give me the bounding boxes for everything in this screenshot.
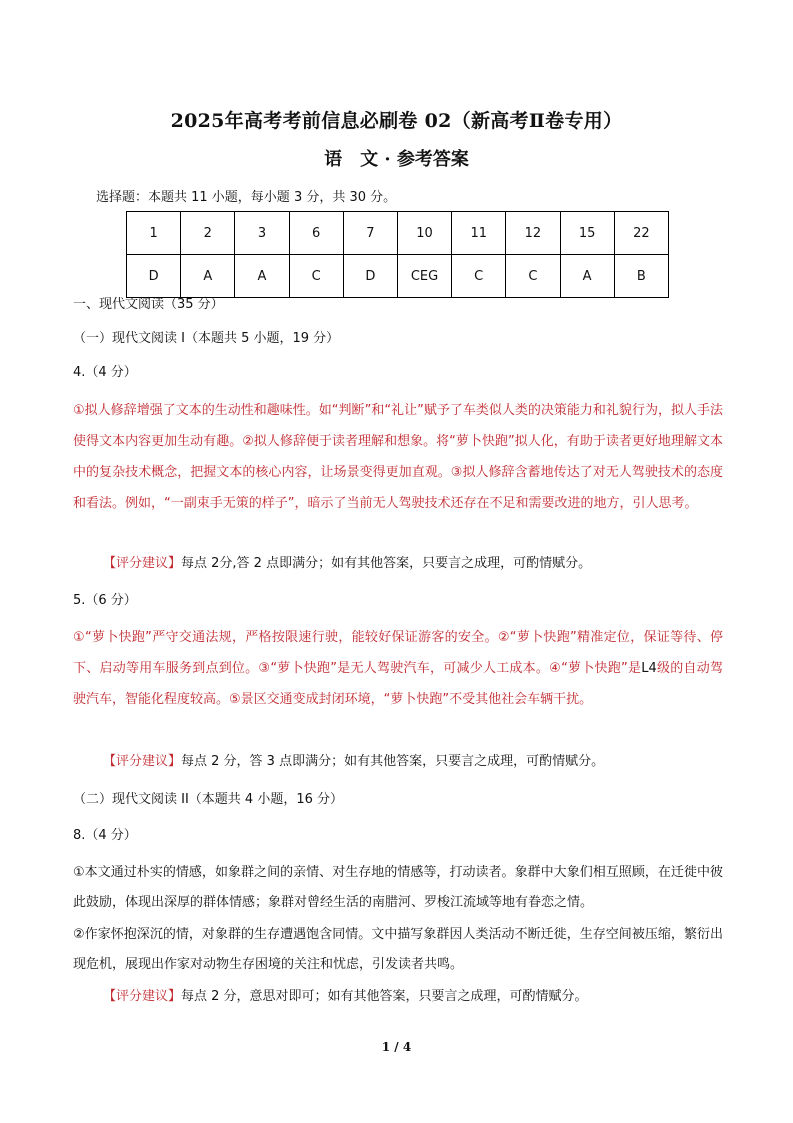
answer-row: [127, 255, 669, 298]
answer-cell: CEG: [397, 255, 451, 298]
answer-cell: A: [181, 255, 235, 298]
answer-cell: A: [560, 255, 614, 298]
question-number-cell: 7: [343, 212, 397, 255]
answer-cell: C: [506, 255, 560, 298]
page-subtitle: 语 文 · 参考答案: [324, 149, 469, 170]
question-number-cell: 6: [289, 212, 343, 255]
question-number-cell: 10: [397, 212, 451, 255]
scoring-tag: 【评分建议】: [103, 556, 182, 571]
multiple-choice-intro: 选择题：本题共 11 小题，每小题 3 分，共 30 分。: [96, 190, 397, 205]
scoring-text: 每点 2分,答 2 点即满分；如有其他答案，只要言之成理，可酌情赋分。: [181, 556, 592, 571]
answer-cell: B: [614, 255, 668, 298]
question-number-cell: 12: [506, 212, 560, 255]
question-4-heading: 4.（4 分）: [73, 365, 137, 380]
answer-cell: C: [452, 255, 506, 298]
page-number: 1 / 4: [381, 1040, 412, 1054]
question-8-answer-1: ①本文通过朴实的情感，如象群之间的亲情、对生存地的情感等，打动读者。象群中大象们相互照顾，在迁徙中彼此鼓励，体现出深厚的群体情感；象群对曾经生活的南腊河、罗梭江流域等地有眷恋之情。: [73, 865, 723, 910]
scoring-tag: 【评分建议】: [103, 989, 182, 1004]
question-4-scoring-note: [73, 555, 753, 573]
question-number-cell: 3: [235, 212, 289, 255]
answer-text-level: L4: [641, 661, 657, 676]
question-number-cell: 15: [560, 212, 614, 255]
scoring-text: 每点 2 分，意思对即可；如有其他答案，只要言之成理，可酌情赋分。: [181, 989, 588, 1004]
question-5-heading: 5.（6 分）: [73, 593, 137, 608]
answer-text: 级的自动驾驶汽车，智能化程度较高。⑤景区交通变成封闭环境，“萝卜快跑”不受其他社会车辆干扰。: [73, 661, 723, 707]
question-number-cell: 1: [127, 212, 181, 255]
answer-cell: D: [343, 255, 397, 298]
question-8-answer-2: ②作家怀抱深沉的情，对象群的生存遭遇饱含同情。文中描写象群因人类活动不断迁徙，生存空间被压缩，繁衍出现危机，展现出作家对动物生存困境的关注和忧虑，引发读者共鸣。: [73, 927, 723, 972]
page-title: 2025年高考考前信息必刷卷 02（新高考Ⅱ卷专用）: [170, 110, 623, 132]
question-5-scoring-note: [73, 753, 753, 771]
answer-cell: C: [289, 255, 343, 298]
question-8-scoring-note: [73, 988, 753, 1006]
question-number-cell: 22: [614, 212, 668, 255]
question-4-answer: ①拟人修辞增强了文本的生动性和趣味性。如“判断”和“礼让”赋予了车类似人类的决策能力和礼貌行为，拟人手法使得文本内容更加生动有趣。②拟人修辞便于读者理解和想象。将“萝卜快跑”拟人化，有助于读者更好地理解文本中的复杂技术概念，把握文本的核心内容，让场景变得更加直观。③拟人修辞含蓄地传达了对无人驾驶技术的态度和看法。例如，“一副束手无策的样子”，暗示了当前无人驾驶技术还存在不足和需要改进的地方，引人思考。: [73, 403, 723, 511]
part-heading: （一）现代文阅读 I（本题共 5 小题，19 分）: [73, 331, 340, 346]
section-heading: 一、现代文阅读（35 分）: [73, 297, 224, 312]
question-8-heading: 8.（4 分）: [73, 828, 137, 843]
question-number-cell: 11: [452, 212, 506, 255]
answer-table: [126, 211, 669, 298]
answer-cell: D: [127, 255, 181, 298]
question-5-answer: [73, 622, 723, 715]
scoring-tag: 【评分建议】: [103, 754, 182, 769]
part-heading: （二）现代文阅读 II（本题共 4 小题，16 分）: [73, 792, 344, 807]
scoring-text: 每点 2 分，答 3 点即满分；如有其他答案，只要言之成理，可酌情赋分。: [181, 754, 605, 769]
question-number-row: [127, 212, 669, 255]
answer-text: ①“萝卜快跑”严守交通法规，严格按限速行驶，能较好保证游客的安全。②“萝卜快跑”精准定位，保证等待、停下、启动等用车服务到点到位。③“萝卜快跑”是无人驾驶汽车，可减少人工成本。④“萝卜快跑”是: [73, 630, 723, 676]
question-number-cell: 2: [181, 212, 235, 255]
answer-cell: A: [235, 255, 289, 298]
